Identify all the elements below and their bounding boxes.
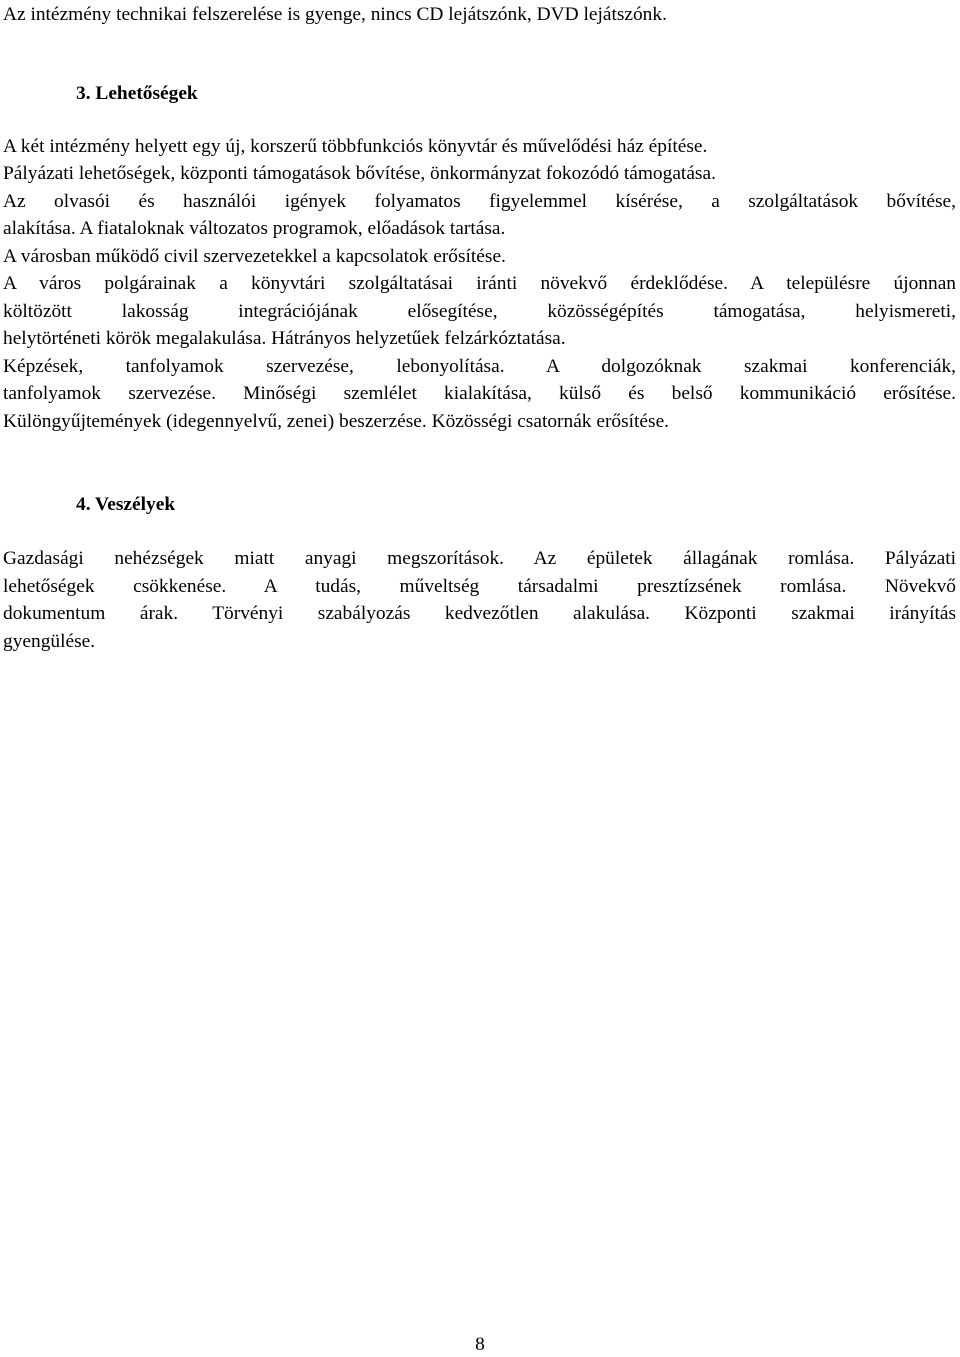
paragraph-line: A városban működő civil szervezetekkel a kapcsolatok erősítése. [3,246,506,267]
section-heading-threats: 4. Veszélyek [76,494,176,515]
paragraph-line: A két intézmény helyett egy új, korszerű többfunkciós könyvtár és művelődési ház építése. [3,136,708,157]
paragraph-line: tanfolyamok szervezése. Minőségi szemlélet kialakítása, külső és belső kommunikáció erősítése. [3,383,956,404]
paragraph-line: Képzések, tanfolyamok szervezése, lebonyolítása. A dolgozóknak szakmai konferenciák, [3,356,956,377]
paragraph-line: Különgyűjtemények (idegennyelvű, zenei) beszerzése. Közösségi csatornák erősítése. [3,411,670,432]
section-heading-opportunities: 3. Lehetőségek [76,83,198,104]
paragraph-line: helytörténeti körök megalakulása. Hátrányos helyzetűek felzárkóztatása. [3,328,566,349]
paragraph-line: költözött lakosság integrációjának elősegítése, közösségépítés támogatása, helyismereti, [3,301,956,322]
page-number: 8 [475,1334,485,1355]
intro-line: Az intézmény technikai felszerelése is gyenge, nincs CD lejátszónk, DVD lejátszónk. [3,4,667,25]
paragraph-line: alakítása. A fiataloknak változatos programok, előadások tartása. [3,218,506,239]
paragraph-line: Pályázati lehetőségek, központi támogatások bővítése, önkormányzat fokozódó támogatása. [3,163,716,184]
paragraph-line: gyengülése. [3,631,96,652]
paragraph-line: Gazdasági nehézségek miatt anyagi megszorítások. Az épületek állagának romlása. Pályázati [3,548,956,569]
paragraph-line: dokumentum árak. Törvényi szabályozás kedvezőtlen alakulása. Központi szakmai irányítás [3,603,956,624]
paragraph-line: A város polgárainak a könyvtári szolgáltatásai iránti növekvő érdeklődése. A településre újonnan [3,273,956,294]
paragraph-line: lehetőségek csökkenése. A tudás, műveltség társadalmi presztízsének romlása. Növekvő [3,576,956,597]
paragraph-line: Az olvasói és használói igények folyamatos figyelemmel kísérése, a szolgáltatások bővítése, [3,191,956,212]
